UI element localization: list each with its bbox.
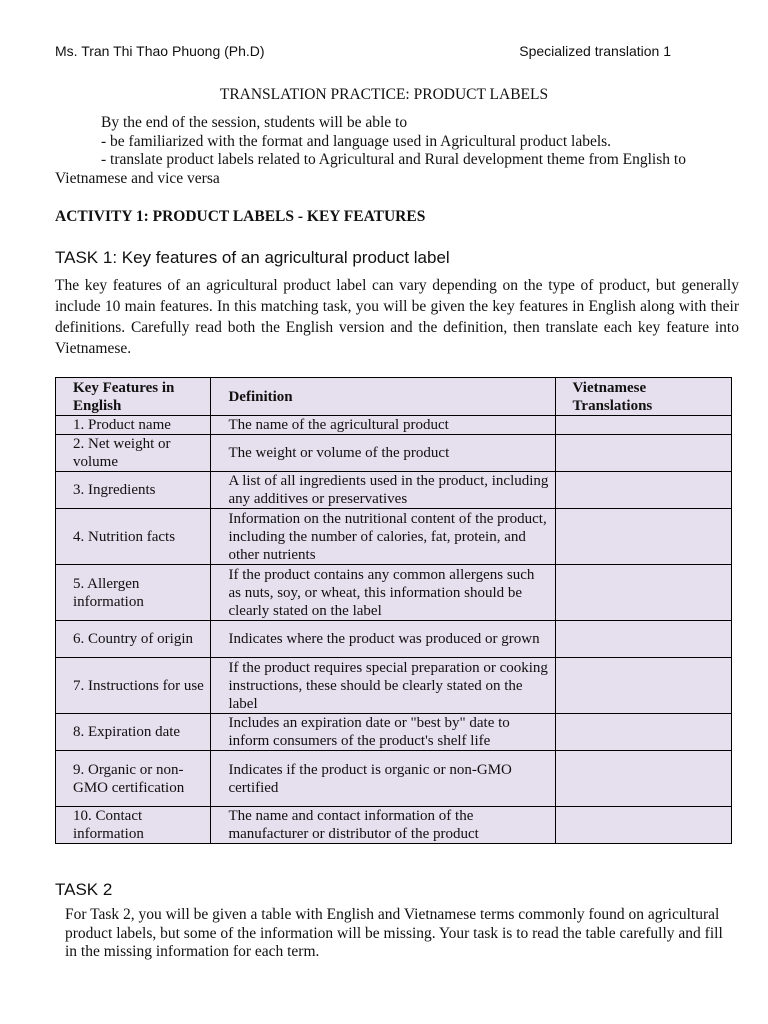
table-row bbox=[56, 472, 732, 509]
translation-cell[interactable] bbox=[555, 658, 731, 714]
objective-2: - translate product labels related to Agricultural and Rural development theme from English to Vietnamese and vice versa bbox=[55, 151, 686, 187]
task1-heading: TASK 1: Key features of an agricultural product label bbox=[55, 248, 450, 267]
definition-cell: The name and contact information of the manufacturer or distributor of the product bbox=[211, 807, 555, 844]
feature-cell: 5. Allergen information bbox=[56, 565, 211, 621]
definition-cell: Includes an expiration date or "best by" date to inform consumers of the product's shelf life bbox=[211, 714, 555, 751]
table-row bbox=[56, 751, 732, 807]
task2-heading: TASK 2 bbox=[55, 880, 113, 899]
task1-instructions: The key features of an agricultural product label can vary depending on the type of product, but generally include 10 main features. In this matching task, you will be given the key features in English along with their definitions. Carefully read both the English version and the definition, then translate each key feature into Vietnamese. bbox=[55, 277, 739, 357]
table-row bbox=[56, 509, 732, 565]
definition-cell: Indicates if the product is organic or non-GMO certified bbox=[211, 751, 555, 807]
table-row bbox=[56, 621, 732, 658]
feature-cell: 1. Product name bbox=[56, 416, 211, 435]
feature-cell: 3. Ingredients bbox=[56, 472, 211, 509]
learning-objectives bbox=[55, 114, 739, 188]
header-key-features: Key Features in English bbox=[56, 378, 211, 416]
definition-cell: Indicates where the product was produced or grown bbox=[211, 621, 555, 658]
task2-instructions: For Task 2, you will be given a table with English and Vietnamese terms commonly found on agricultural product labels, but some of the information will be missing. Your task is to read the table carefully and fill in the missing information for each term. bbox=[65, 906, 723, 960]
definition-cell: If the product requires special preparation or cooking instructions, these should be clearly stated on the label bbox=[211, 658, 555, 714]
activity-heading: ACTIVITY 1: PRODUCT LABELS - KEY FEATURES bbox=[55, 208, 426, 225]
definition-cell: The name of the agricultural product bbox=[211, 416, 555, 435]
definition-cell: The weight or volume of the product bbox=[211, 435, 555, 472]
objective-1: - be familiarized with the format and language used in Agricultural product labels. bbox=[101, 132, 612, 150]
feature-cell: 4. Nutrition facts bbox=[56, 509, 211, 565]
feature-cell: 6. Country of origin bbox=[56, 621, 211, 658]
table-row bbox=[56, 435, 732, 472]
header-vietnamese: Vietnamese Translations bbox=[555, 378, 731, 416]
document-title: TRANSLATION PRACTICE: PRODUCT LABELS bbox=[219, 86, 549, 103]
feature-cell: 9. Organic or non-GMO certification bbox=[56, 751, 211, 807]
header-course: Specialized translation 1 bbox=[519, 43, 671, 59]
translation-cell[interactable] bbox=[555, 621, 731, 658]
key-features-table bbox=[55, 377, 732, 844]
feature-cell: 8. Expiration date bbox=[56, 714, 211, 751]
translation-cell[interactable] bbox=[555, 751, 731, 807]
feature-cell: 2. Net weight or volume bbox=[56, 435, 211, 472]
translation-cell[interactable] bbox=[555, 435, 731, 472]
feature-cell: 7. Instructions for use bbox=[56, 658, 211, 714]
translation-cell[interactable] bbox=[555, 416, 731, 435]
definition-cell: A list of all ingredients used in the product, including any additives or preservatives bbox=[211, 472, 555, 509]
table-header-row bbox=[56, 378, 732, 416]
table-row bbox=[56, 658, 732, 714]
table-row bbox=[56, 565, 732, 621]
translation-cell[interactable] bbox=[555, 472, 731, 509]
table-row bbox=[56, 807, 732, 844]
feature-cell: 10. Contact information bbox=[56, 807, 211, 844]
objectives-intro: By the end of the session, students will be able to bbox=[101, 114, 408, 131]
translation-cell[interactable] bbox=[555, 807, 731, 844]
translation-cell[interactable] bbox=[555, 565, 731, 621]
table-row bbox=[56, 416, 732, 435]
header-definition: Definition bbox=[211, 378, 555, 416]
translation-cell[interactable] bbox=[555, 714, 731, 751]
definition-cell: Information on the nutritional content of the product, including the number of calories, fat, protein, and other nutrients bbox=[211, 509, 555, 565]
table-row bbox=[56, 714, 732, 751]
definition-cell: If the product contains any common allergens such as nuts, soy, or wheat, this information should be clearly stated on the label bbox=[211, 565, 555, 621]
header-author: Ms. Tran Thi Thao Phuong (Ph.D) bbox=[55, 43, 265, 59]
translation-cell[interactable] bbox=[555, 509, 731, 565]
